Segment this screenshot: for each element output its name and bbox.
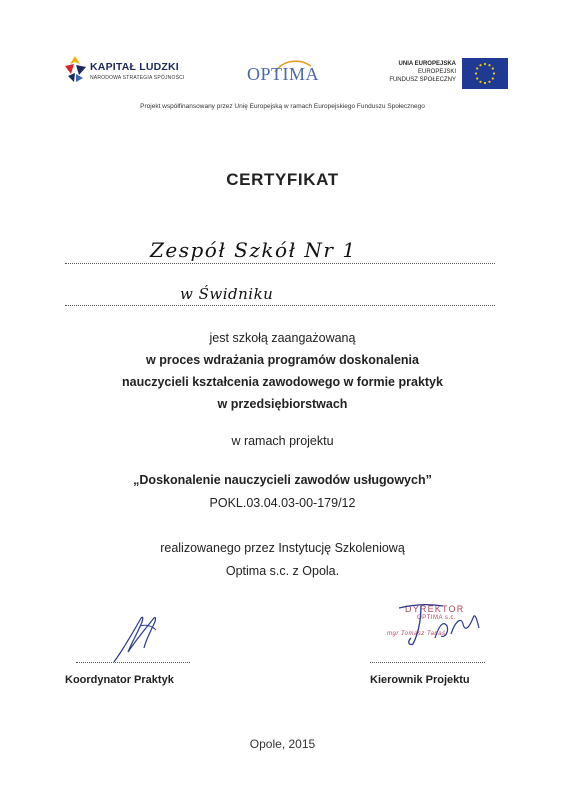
school-name-handwritten: Zespół Szkół Nr 1: [150, 238, 357, 262]
school-name-dotted-line: [65, 263, 495, 264]
eu-flag-icon: [462, 58, 508, 89]
stamp-company: OPTIMA s.c.: [417, 615, 457, 621]
stamp-name: mgr Tomasz Tanaś: [387, 631, 446, 637]
cofinancing-note: Projekt współfinansowany przez Unię Europejską w ramach Europejskiego Funduszu Społecznego: [140, 103, 425, 110]
place-date: Opole, 2015: [249, 737, 316, 751]
stamp-title: DYREKTOR: [405, 604, 465, 614]
body-line-1: jest szkołą zaangażowaną: [209, 331, 356, 345]
school-town-dotted-line: [65, 305, 495, 306]
body-line-5: w ramach projektu: [231, 434, 334, 448]
optima-logo: [243, 60, 323, 88]
director-signature: [385, 598, 495, 648]
eu-line1: UNIA EUROPEJSKA: [398, 61, 456, 67]
school-town-handwritten: w Świdniku: [180, 285, 274, 303]
eu-logo: [380, 58, 508, 94]
coordinator-signature: [110, 608, 170, 666]
eu-line2: EUROPEJSKI: [417, 69, 456, 75]
body-line-8: realizowanego przez Instytucję Szkoleniową: [160, 541, 405, 555]
project-manager-label: Kierownik Projektu: [370, 674, 470, 686]
project-code: POKL.03.04.03-00-179/12: [209, 496, 356, 510]
kapital-ludzki-mark-icon: [62, 54, 88, 84]
eu-line3: FUNDUSZ SPOŁECZNY: [389, 77, 456, 83]
body-line-2: w proces wdrażania programów doskonalenia: [146, 353, 419, 367]
body-line-4: w przedsiębiorstwach: [217, 397, 348, 411]
body-line-3: nauczycieli kształcenia zawodowego w formie praktyk: [122, 375, 443, 389]
certificate-title: CERTYFIKAT: [226, 170, 339, 189]
project-manager-signature-line: [370, 662, 485, 663]
body-line-9: Optima s.c. z Opola.: [225, 564, 340, 578]
eu-text: [389, 60, 456, 84]
optima-wordmark: OPTIMA: [247, 64, 320, 84]
kapital-ludzki-title: KAPITAŁ LUDZKI: [90, 61, 179, 73]
coordinator-label: Koordynator Praktyk: [65, 674, 174, 686]
kapital-ludzki-logo: [62, 52, 187, 92]
director-stamp: [385, 598, 495, 648]
kapital-ludzki-subtitle: NARODOWA STRATEGIA SPÓJNOŚCI: [90, 75, 185, 81]
coordinator-signature-line: [76, 662, 190, 663]
project-name: „Doskonalenie nauczycieli zawodów usługowych”: [133, 473, 432, 487]
